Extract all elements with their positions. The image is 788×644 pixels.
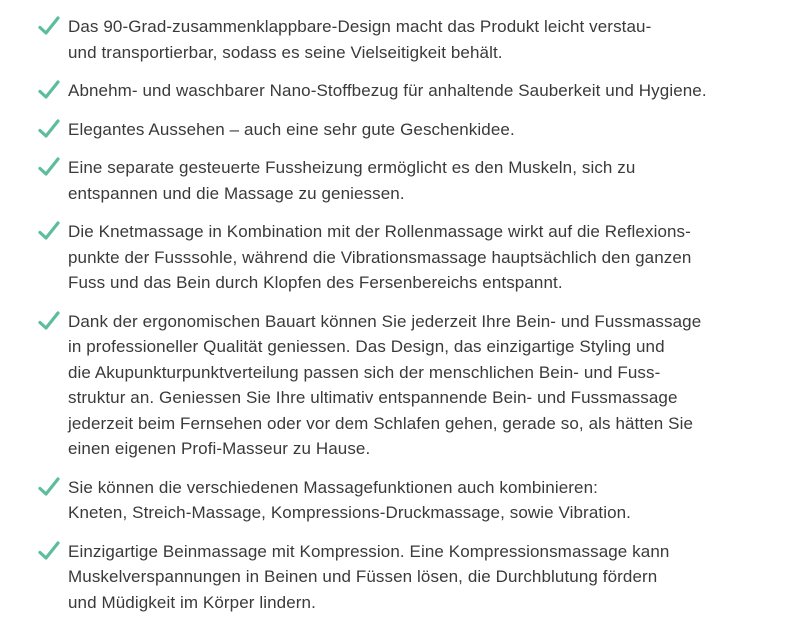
feature-text-line: und transportierbar, sodass es seine Vielseitigkeit behält. [68, 42, 503, 62]
feature-item [38, 14, 758, 65]
feature-text-line: Elegantes Aussehen – auch eine sehr gute Geschenkidee. [68, 119, 515, 139]
feature-text-line: die Akupunkturpunktverteilung passen sich der menschlichen Bein- und Fuss- [68, 362, 661, 382]
check-mark-icon [38, 80, 60, 100]
feature-text-line: und Müdigkeit im Körper lindern. [68, 592, 316, 612]
feature-text-line: Die Knetmassage in Kombination mit der Rollenmassage wirkt auf die Reflexions- [68, 222, 691, 241]
feature-item [38, 309, 758, 462]
check-mark-icon [38, 119, 60, 139]
feature-text-line: Dank der ergonomischen Bauart können Sie jederzeit Ihre Bein- und Fussmassage [68, 311, 702, 331]
check-mark-icon [38, 16, 60, 36]
feature-item [38, 475, 758, 526]
feature-item [38, 219, 758, 296]
feature-text-line: punkte der Fusssohle, während die Vibrationsmassage hauptsächlich den ganzen [68, 247, 692, 267]
feature-text-line: Fuss und das Bein durch Klopfen des Fersenbereichs entspannt. [68, 273, 563, 292]
check-mark-icon [38, 541, 60, 561]
feature-text-line: Muskelverspannungen in Beinen und Füssen lösen, die Durchblutung fördern [68, 567, 658, 586]
feature-text-line: Sie können die verschiedenen Massagefunktionen auch kombinieren: [68, 477, 598, 497]
feature-item [38, 78, 758, 104]
feature-text-line: jederzeit beim Fernsehen oder vor dem Schlafen gehen, gerade so, als hätten Sie [68, 413, 693, 433]
feature-text-line: Abnehm- und waschbarer Nano-Stoffbezug für anhaltende Sauberkeit und Hygiene. [68, 81, 707, 100]
feature-item [38, 117, 758, 143]
check-mark-icon [38, 477, 60, 497]
check-mark-icon [38, 221, 60, 241]
feature-text-line: Kneten, Streich-Massage, Kompressions-Druckmassage, sowie Vibration. [68, 503, 632, 522]
feature-text-line: struktur an. Geniessen Sie Ihre ultimativ entspannende Bein- und Fussmassage [68, 388, 678, 407]
feature-text-line: entspannen und die Massage zu geniessen. [68, 183, 405, 203]
check-mark-icon [38, 157, 60, 177]
check-mark-icon [38, 311, 60, 331]
feature-text-line: Einzigartige Beinmassage mit Kompression. Eine Kompressionsmassage kann [68, 541, 670, 561]
feature-text-line: in professioneller Qualität geniessen. Das Design, das einzigartige Styling und [68, 337, 665, 356]
feature-text-line: Das 90-Grad-zusammenklappbare-Design macht das Produkt leicht verstau- [68, 17, 652, 36]
feature-item [38, 539, 758, 616]
feature-text-line: einen eigenen Profi-Masseur zu Hause. [68, 439, 371, 458]
feature-text-line: Eine separate gesteuerte Fussheizung ermöglicht es den Muskeln, sich zu [68, 158, 636, 177]
feature-item [38, 155, 758, 206]
